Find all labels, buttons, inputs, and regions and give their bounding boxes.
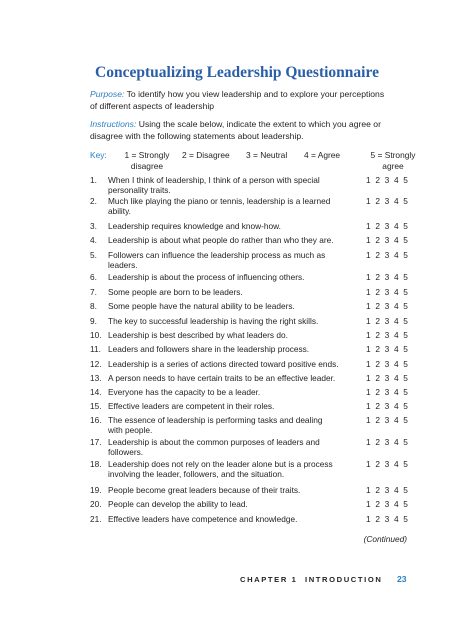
rating-scale: 1 2 3 4 5 <box>366 373 410 383</box>
key-disagree: 2 = Disagree <box>182 150 230 160</box>
scale-key <box>90 150 420 172</box>
statement-line: Some people have the natural ability to be leaders. <box>108 301 295 311</box>
statement-text <box>108 176 360 195</box>
statement-number: 17. <box>90 437 102 447</box>
rating-scale: 1 2 3 4 5 <box>366 301 410 311</box>
statement-number: 18. <box>90 459 102 469</box>
key-strongly-disagree-line-2: disagree <box>130 160 164 171</box>
statement-text <box>108 251 360 270</box>
rating-scale: 1 2 3 4 5 <box>366 415 410 425</box>
statement-number: 14. <box>90 387 102 397</box>
statement-number: 20. <box>90 499 102 509</box>
rating-scale: 1 2 3 4 5 <box>366 459 410 469</box>
statement-text <box>108 500 360 510</box>
rating-scale: 1 2 3 4 5 <box>366 221 410 231</box>
statement-number: 11. <box>90 344 101 354</box>
statement-text <box>108 360 360 370</box>
statement-text <box>108 236 360 246</box>
rating-scale: 1 2 3 4 5 <box>366 272 410 282</box>
rating-scale: 1 2 3 4 5 <box>366 250 410 260</box>
purpose-paragraph <box>90 89 420 112</box>
statement-line: Leadership does not rely on the leader alone but is a process <box>108 459 333 469</box>
statement-line: When I think of leadership, I think of a person with special <box>108 175 320 185</box>
statement-number: 7. <box>90 287 97 297</box>
statement-text <box>108 438 360 457</box>
rating-scale: 1 2 3 4 5 <box>366 514 410 524</box>
statement-text <box>108 331 360 341</box>
statement-line: with people. <box>108 424 153 435</box>
statement-number: 9. <box>90 316 97 326</box>
statement-number: 8. <box>90 301 97 311</box>
key-strongly-agree-line-1: 5 = Strongly <box>370 150 416 160</box>
purpose-line-1: To identify how you view leadership and to explore your perceptions <box>126 89 385 99</box>
statement-text <box>108 402 360 412</box>
key-neutral: 3 = Neutral <box>246 150 288 160</box>
rating-scale: 1 2 3 4 5 <box>366 235 410 245</box>
statement-number: 5. <box>90 250 97 260</box>
instructions-line-1: Using the scale below, indicate the extent to which you agree or <box>138 119 381 129</box>
rating-scale: 1 2 3 4 5 <box>366 344 410 354</box>
statement-number: 16. <box>90 415 102 425</box>
rating-scale: 1 2 3 4 5 <box>366 316 410 326</box>
statement-number: 1. <box>90 175 97 185</box>
footer-chapter: CHAPTER 1 <box>240 575 298 584</box>
statement-text <box>108 374 360 384</box>
instructions-label: Instructions: <box>90 119 137 129</box>
key-strongly-disagree <box>121 150 173 171</box>
instructions-line-2: disagree with the following statements about leadership. <box>90 130 304 141</box>
statement-line: Effective leaders have competence and knowledge. <box>108 514 298 524</box>
statement-line: Leadership is a series of actions directed toward positive ends. <box>108 359 339 369</box>
rating-scale: 1 2 3 4 5 <box>366 196 410 206</box>
statement-line: Effective leaders are competent in their roles. <box>108 401 275 411</box>
key-label: Key: <box>90 150 107 160</box>
statement-line: Leadership requires knowledge and know-how. <box>108 221 281 231</box>
key-agree: 4 = Agree <box>304 150 341 160</box>
statement-number: 13. <box>90 373 102 383</box>
statement-line: People can develop the ability to lead. <box>108 499 248 509</box>
statement-line: leaders. <box>108 259 138 270</box>
rating-scale: 1 2 3 4 5 <box>366 401 410 411</box>
statement-text <box>108 222 360 232</box>
statement-line: ability. <box>108 205 131 216</box>
statement-text <box>108 460 360 479</box>
page-number: 23 <box>397 574 407 584</box>
rating-scale: 1 2 3 4 5 <box>366 485 410 495</box>
statement-line: A person needs to have certain traits to be an effective leader. <box>108 373 336 383</box>
key-strongly-agree-line-2: agree <box>382 160 404 171</box>
statement-line: Some people are born to be leaders. <box>108 287 243 297</box>
statement-line: People become great leaders because of their traits. <box>108 485 301 495</box>
instructions-paragraph <box>90 119 420 142</box>
statement-line: Leadership is best described by what leaders do. <box>108 330 288 340</box>
statement-line: followers. <box>108 446 144 457</box>
statement-line: personality traits. <box>108 184 171 195</box>
statement-line: Leadership is about the process of influencing others. <box>108 272 305 282</box>
footer-section: INTRODUCTION <box>305 575 383 584</box>
page-title: Conceptualizing Leadership Questionnaire <box>95 64 379 81</box>
statement-number: 19. <box>90 485 102 495</box>
statement-line: Everyone has the capacity to be a leader. <box>108 387 261 397</box>
statement-line: Much like playing the piano or tennis, leadership is a learned <box>108 196 331 206</box>
continued-note: (Continued) <box>363 534 407 544</box>
rating-scale: 1 2 3 4 5 <box>366 287 410 297</box>
rating-scale: 1 2 3 4 5 <box>366 359 410 369</box>
statement-line: The essence of leadership is performing tasks and dealing <box>108 415 323 425</box>
statement-text <box>108 486 360 496</box>
rating-scale: 1 2 3 4 5 <box>366 330 410 340</box>
key-strongly-agree <box>365 150 421 171</box>
statement-text <box>108 317 360 327</box>
statement-text <box>108 345 360 355</box>
statement-number: 6. <box>90 272 97 282</box>
statement-text <box>108 273 360 283</box>
key-strongly-disagree-line-1: 1 = Strongly <box>124 150 170 160</box>
statement-text <box>108 302 360 312</box>
statement-number: 12. <box>90 359 102 369</box>
statement-text <box>108 388 360 398</box>
statement-line: involving the leader, followers, and the situation. <box>108 468 285 479</box>
statement-line: Leadership is about what people do rather than who they are. <box>108 235 334 245</box>
purpose-line-2: of different aspects of leadership <box>90 100 215 111</box>
statement-line: Leaders and followers share in the leadership process. <box>108 344 310 354</box>
statement-number: 4. <box>90 235 97 245</box>
statement-number: 3. <box>90 221 97 231</box>
statement-text <box>108 197 360 216</box>
rating-scale: 1 2 3 4 5 <box>366 437 410 447</box>
statement-text <box>108 288 360 298</box>
statement-number: 21. <box>90 514 102 524</box>
statement-line: Leadership is about the common purposes of leaders and <box>108 437 320 447</box>
purpose-label: Purpose: <box>90 89 125 99</box>
rating-scale: 1 2 3 4 5 <box>366 499 410 509</box>
statement-number: 15. <box>90 401 102 411</box>
statement-text <box>108 515 360 525</box>
statement-number: 10. <box>90 330 102 340</box>
statement-line: Followers can influence the leadership process as much as <box>108 250 326 260</box>
statement-line: The key to successful leadership is having the right skills. <box>108 316 319 326</box>
statement-number: 2. <box>90 196 97 206</box>
rating-scale: 1 2 3 4 5 <box>366 387 410 397</box>
statement-text <box>108 416 360 435</box>
rating-scale: 1 2 3 4 5 <box>366 175 410 185</box>
